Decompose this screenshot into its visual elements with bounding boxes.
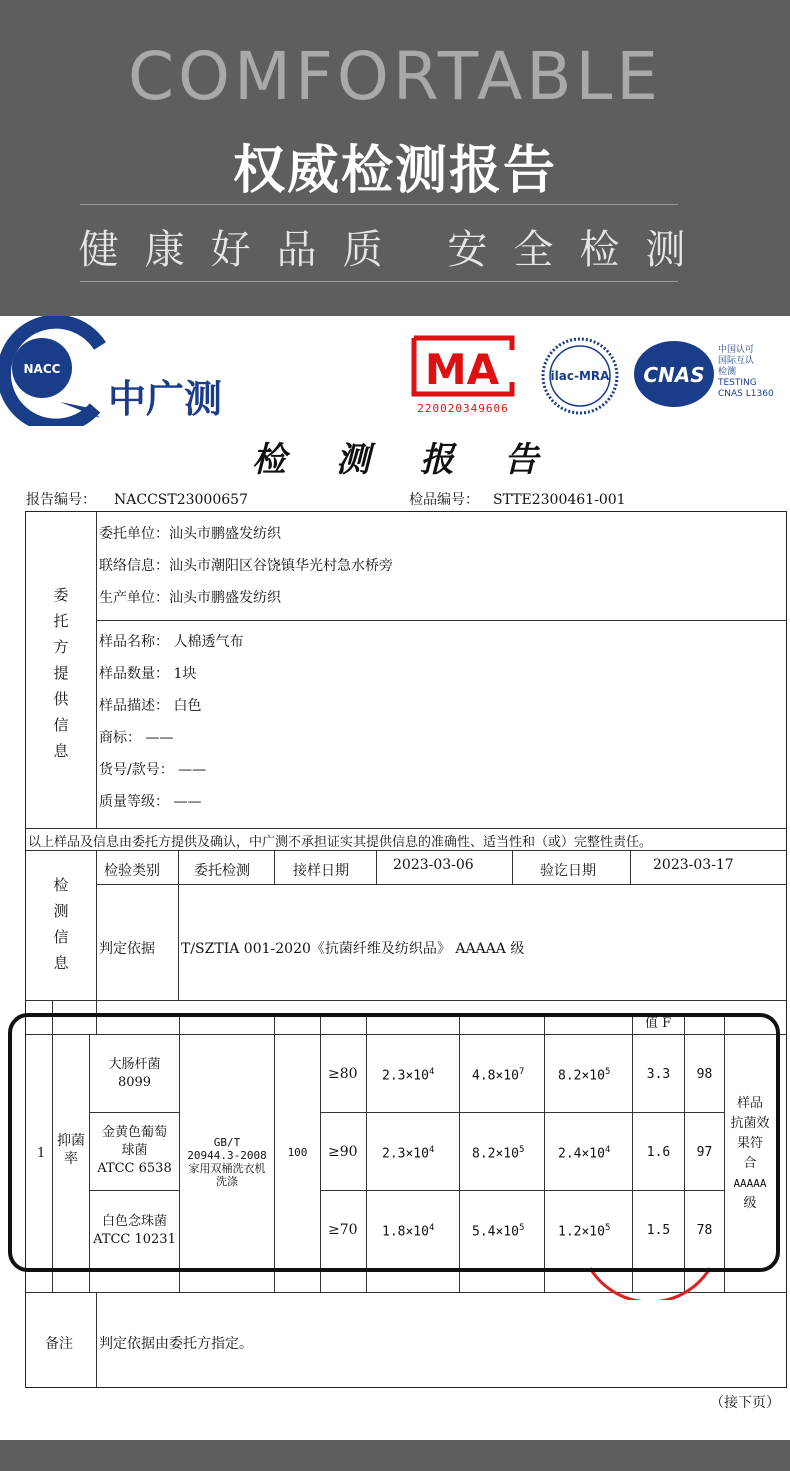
antibacterial-rate: 98 (696, 1067, 713, 1082)
item-label: 抑菌率 (57, 1133, 85, 1167)
nacc-name: 中广测 (108, 377, 223, 421)
client-unit: 委托单位：汕头市鹏盛发纺织 (99, 526, 281, 542)
requirement: ≥70 (328, 1222, 358, 1238)
value-f: 3.3 (646, 1067, 671, 1082)
banner-divider (80, 281, 678, 282)
cma-logo (404, 330, 522, 402)
partial-header: 值 F (645, 1016, 672, 1031)
bacteria-name: 白色念珠菌 ATCC 10231 (93, 1214, 176, 1247)
requirement: ≥90 (328, 1144, 358, 1160)
conclusion: 样品 抗菌效 果符 合 AAAAA 级 (730, 1096, 770, 1211)
cnas-text: CNAS (643, 363, 705, 387)
sample-quantity: 样品数量： 1块 (99, 666, 197, 682)
remark: 判定依据由委托方指定。 (99, 1336, 253, 1352)
value-f: 1.5 (646, 1223, 671, 1238)
ilac-text: ilac-MRA (550, 369, 610, 383)
receive-date-label: 接样日期 (293, 863, 349, 879)
client-section-label: 委托方提供信息 (53, 586, 69, 760)
value-a: $2.3\times 10^4$ (382, 1145, 435, 1162)
value-a: $1.8\times 10^4$ (382, 1223, 435, 1240)
value-b: $4.8\times 10^7$ (472, 1067, 525, 1084)
test-section-label: 检测信息 (53, 876, 69, 972)
receive-date: 2023-03-06 (393, 857, 474, 873)
banner-tagline: 健康好品质 安全检测 (78, 227, 712, 273)
value-b: $8.2\times 10^5$ (472, 1145, 525, 1162)
antibacterial-rate: 78 (696, 1223, 713, 1238)
bacteria-name: 金黄色葡萄 球菌 ATCC 6538 (97, 1125, 172, 1176)
banner-divider (80, 204, 678, 205)
test-method: GB/T 20944.3-2008 家用双桶洗衣机 洗涤 (187, 1136, 267, 1188)
test-type: 委托检测 (194, 863, 250, 879)
finish-date-label: 验讫日期 (540, 863, 596, 879)
report-title: 检测报告 (252, 440, 588, 480)
cnas-caption: 中国认可 国际互认 检测 TESTING CNAS L1360 (718, 345, 774, 399)
cnas-logo (632, 338, 716, 410)
sample-description: 样品描述： 白色 (99, 698, 202, 714)
test-type-label: 检验类别 (104, 863, 160, 879)
sample-name: 样品名称： 人棉透气布 (99, 634, 244, 650)
value-c: $2.4\times 10^4$ (558, 1145, 611, 1162)
finish-date: 2023-03-17 (653, 857, 734, 873)
ilac-logo (540, 336, 620, 416)
sample-number: 检品编号： STTE2300461-001 (409, 492, 626, 508)
continued-note: （接下页） (710, 1395, 780, 1411)
trademark: 商标： —— (99, 730, 174, 746)
header-banner (0, 0, 790, 316)
row-number: 1 (37, 1146, 46, 1161)
highlight-frame (8, 1013, 780, 1272)
value-a: $2.3\times 10^4$ (382, 1067, 435, 1084)
nacc-badge-text: NACC (23, 362, 61, 376)
contact-info: 联络信息：汕头市潮阳区谷饶镇华光村急水桥旁 (99, 558, 393, 574)
item-number: 货号/款号： —— (99, 762, 207, 778)
disclaimer: 以上样品及信息由委托方提供及确认，中广测不承担证实其提供信息的准确性、适当性和（或）完整性责任。 (28, 835, 653, 850)
wash-times: 100 (287, 1146, 308, 1159)
cma-text: MA (424, 345, 500, 394)
antibacterial-rate: 97 (696, 1145, 713, 1160)
value-c: $1.2\times 10^5$ (558, 1223, 611, 1240)
report-number: 报告编号： NACCST23000657 (26, 492, 248, 508)
banner-title-en: COMFORTABLE (127, 38, 663, 115)
nacc-logo (0, 316, 260, 426)
footer-bar (0, 1440, 790, 1471)
bacteria-name: 大肠杆菌 8099 (108, 1057, 161, 1090)
basis-label: 判定依据 (99, 941, 155, 957)
basis: T/SZTIA 001-2020《抗菌纤维及纺织品》 AAAAA 级 (181, 941, 525, 957)
quality-grade: 质量等级： —— (99, 794, 202, 810)
cma-number: 220020349606 (417, 402, 509, 415)
value-b: $5.4\times 10^5$ (472, 1223, 525, 1240)
manufacturer: 生产单位：汕头市鹏盛发纺织 (99, 590, 281, 606)
banner-title-cn: 权威检测报告 (232, 141, 557, 201)
value-f: 1.6 (646, 1145, 671, 1160)
value-c: $8.2\times 10^5$ (558, 1067, 611, 1084)
remark-label: 备注 (45, 1336, 73, 1352)
requirement: ≥80 (328, 1066, 358, 1082)
